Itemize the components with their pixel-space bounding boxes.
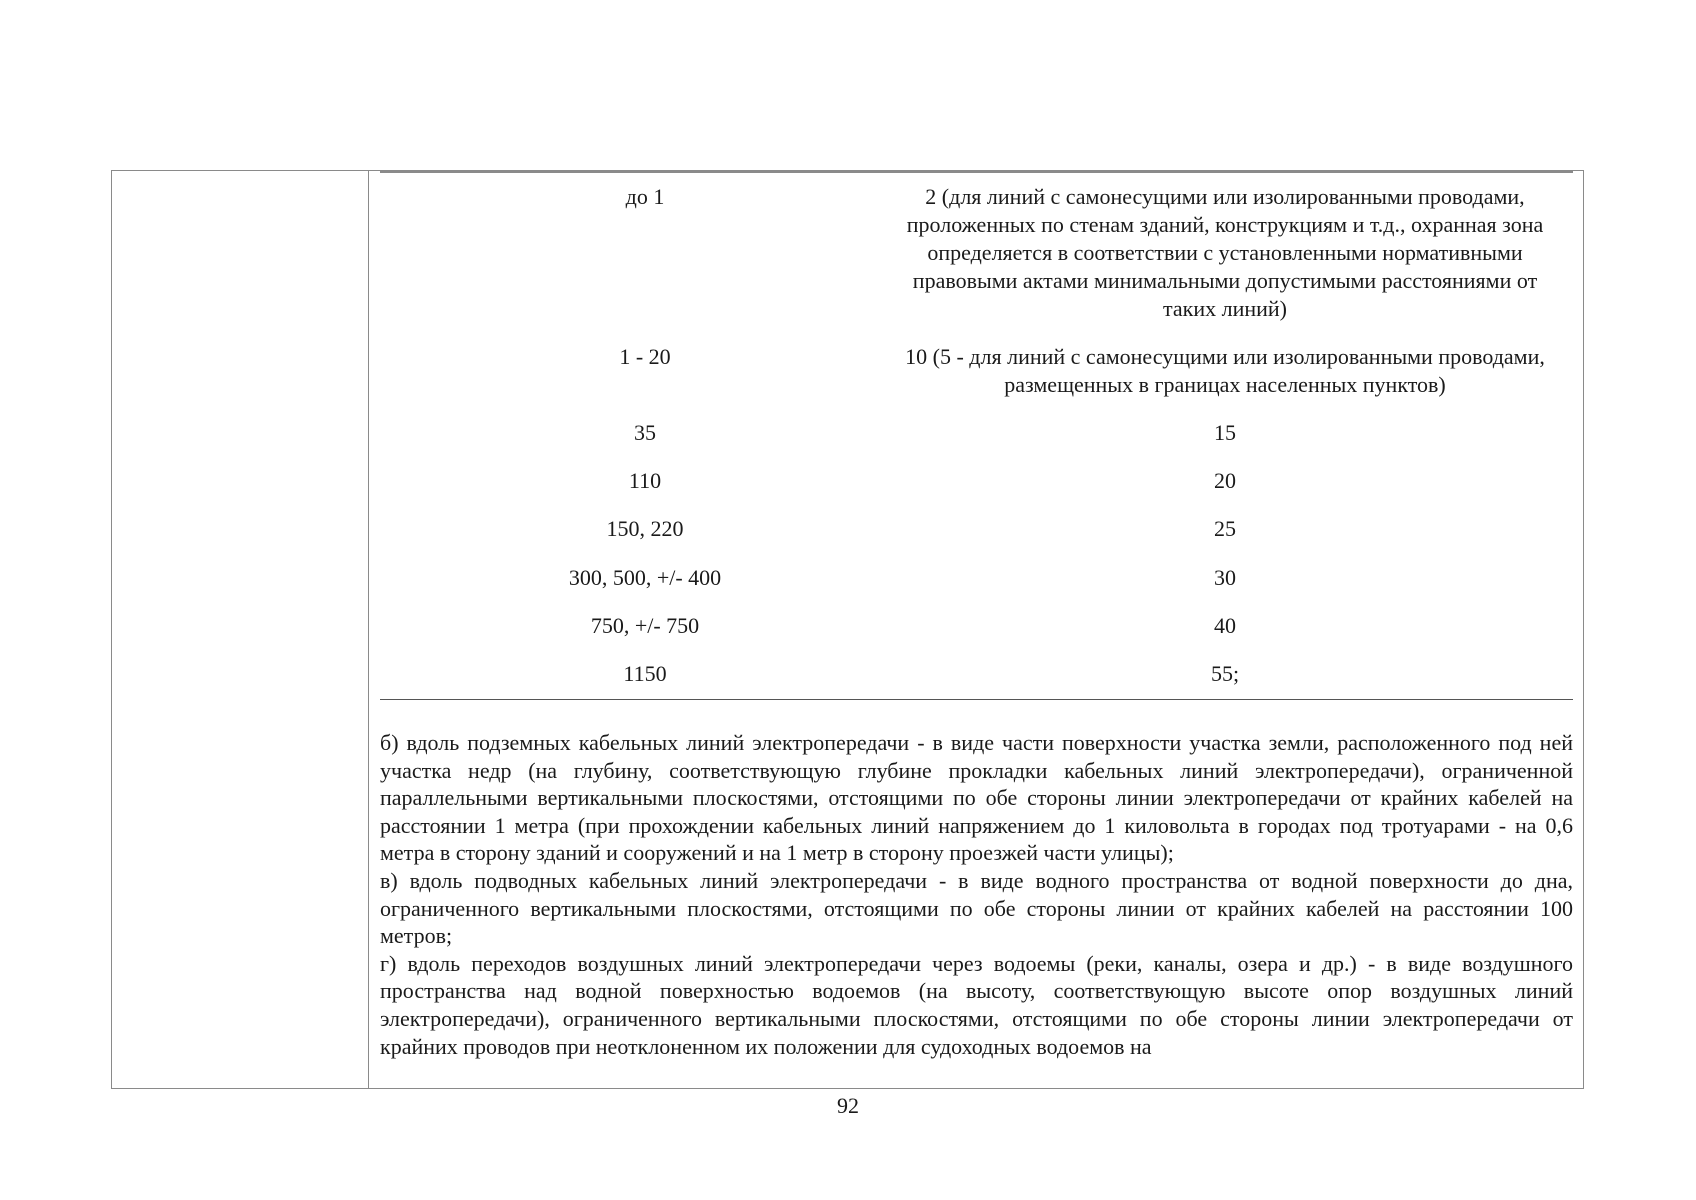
body-text xyxy=(380,729,1573,1060)
distance-cell: 40 xyxy=(1214,613,1236,638)
content-column xyxy=(380,171,1573,1089)
voltage-cell: 1150 xyxy=(623,661,667,686)
distance-cell: 2 (для линий с самонесущими или изолированными проводами, проложенных по стенам зданий, конструкциям и т.д., охранная зона определяется в соответствии с установленными нормативными правовыми актами минимальными допустимыми расстояниями от таких линий) xyxy=(906,184,1544,321)
distance-cell: 30 xyxy=(1214,565,1236,590)
voltage-cell: 110 xyxy=(628,468,662,493)
voltage-cell: 300, 500, +/- 400 xyxy=(568,565,722,590)
distance-cell: 10 (5 - для линий с самонесущими или изолированными проводами, размещенных в границах населенных пунктов) xyxy=(905,344,1545,397)
paragraph-b: б) вдоль подземных кабельных линий электропередачи - в виде части поверхности участка земли, расположенного под ней участка недр (на глубину, соответствующую глубине прокладки кабельных линий электропередачи), ограниченной параллельными вертикальными плоскостями, отстоящими по обе стороны линии электропередачи от крайних кабелей на расстоянии 1 метра (при прохождении кабельных линий напряжением до 1 киловольта в городах под тротуарами - на 0,6 метра в сторону зданий и сооружений и на 1 метр в сторону проезжей части улицы); xyxy=(380,730,1573,866)
paragraph-v: в) вдоль подводных кабельных линий электропередачи - в виде водного пространства от водной поверхности до дна, ограниченного вертикальными плоскостями, отстоящими по обе стороны линии от крайних кабелей на расстоянии 100 метров; xyxy=(380,867,1573,949)
paragraph-g: г) вдоль переходов воздушных линий электропередачи через водоемы (реки, каналы, озера и др.) - в виде воздушного пространства над водной поверхностью водоемов (на высоту, соответствующую высоте опор воздушных линий электропередачи), ограниченного вертикальными плоскостями, отстоящими по обе стороны линии электропередачи от крайних проводов при неотклоненном их положении для судоходных водоемов на xyxy=(380,950,1573,1059)
distance-cell: 20 xyxy=(1214,468,1236,493)
table-bottom-rule xyxy=(380,699,1573,700)
distance-cell: 25 xyxy=(1214,516,1236,541)
voltage-cell: 150, 220 xyxy=(606,516,684,541)
voltage-cell: 35 xyxy=(634,420,656,445)
page-number: 92 xyxy=(837,1093,859,1118)
table-top-rule xyxy=(380,171,1573,173)
voltage-cell: 750, +/- 750 xyxy=(590,613,700,638)
left-column xyxy=(111,170,369,1089)
distance-cell: 15 xyxy=(1214,420,1236,445)
voltage-cell: до 1 xyxy=(625,184,665,209)
voltage-cell: 1 - 20 xyxy=(619,344,671,369)
distance-cell: 55; xyxy=(1210,661,1240,686)
